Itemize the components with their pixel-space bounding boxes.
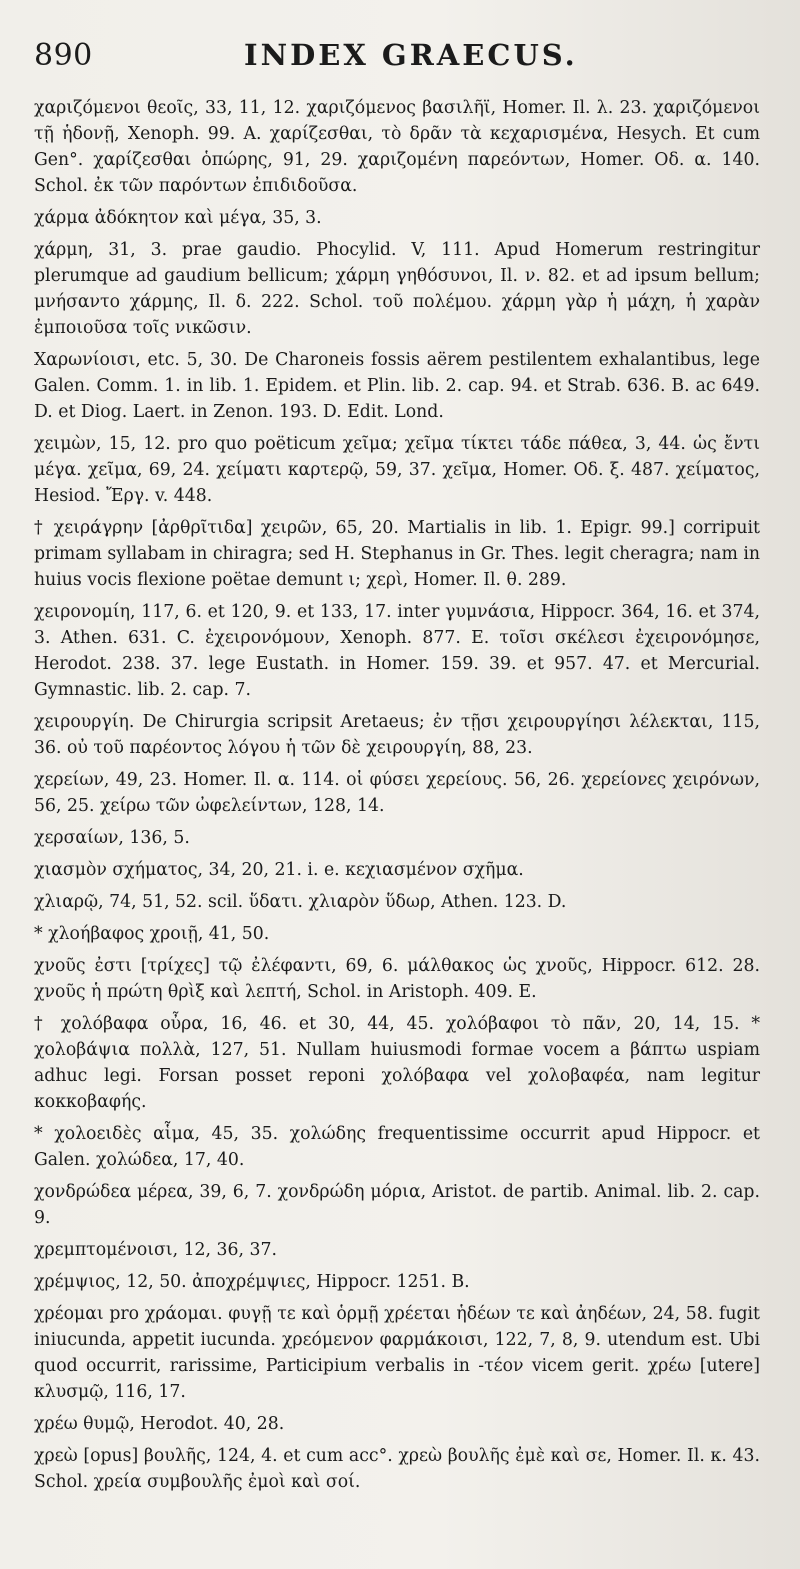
page-number: 890 <box>34 38 93 73</box>
index-entry: χρεμπτομένοισι, 12, 36, 37. <box>34 1240 278 1260</box>
index-entry: χάρμη, 31, 3. prae gaudio. Phocylid. V, 111. Apud Homerum restringitur plerumque ad gaudium bellicum; χάρμη γηθόσυνοι, Il. ν. 82. et ad ipsum bellum; μνήσαντο χάρμης, Il. δ. 222. Schol. τοῦ πολέμου. χάρμη γὰρ ἡ μάχη, ἡ χαρὰν ἐμποιοῦσα τοῖς νικῶσιν. <box>34 240 760 338</box>
index-entry: χνοῦς ἐστι [τρίχες] τῷ ἐλέφαντι, 69, 6. μάλθακος ὡς χνοῦς, Hippocr. 612. 28. χνοῦς ἡ πρώτη θρὶξ καὶ λεπτή, Schol. in Aristoph. 409. E. <box>34 956 760 1002</box>
index-entry: χειμὼν, 15, 12. pro quo poëticum χεῖμα; χεῖμα τίκτει τάδε πάθεα, 3, 44. ὡς ἔντι μέγα. χεῖμα, 69, 24. χείματι καρτερῷ, 59, 37. χεῖμα, Homer. Οδ. ξ. 487. χείματος, Hesiod. Ἔργ. v. 448. <box>34 434 760 506</box>
index-entry: χρέομαι pro χράομαι. φυγῇ τε καὶ ὁρμῇ χρέεται ἡδέων τε καὶ ἀηδέων, 24, 58. fugit iniucunda, appetit iucunda. χρεόμενον φαρμάκοισι, 122, 7, 8, 9. utendum est. Ubi quod occurrit, rarissime, Participium verbalis in -τέον vicem gerit. χρέω [utere] κλυσμῷ, 116, 17. <box>34 1304 760 1402</box>
index-entry: χερείων, 49, 23. Homer. Il. α. 114. οἱ φύσει χερείους. 56, 26. χερείονες χειρόνων, 56, 25. χείρω τῶν ὠφελείντων, 128, 14. <box>34 770 760 816</box>
index-entry: χονδρώδεα μέρεα, 39, 6, 7. χονδρώδη μόρια, Aristot. de partib. Animal. lib. 2. cap. 9. <box>34 1182 760 1228</box>
index-entry: χιασμὸν σχήματος, 34, 20, 21. i. e. κεχιασμένον σχῆμα. <box>34 860 524 880</box>
page-header <box>34 38 760 73</box>
index-entry: † χολόβαφα οὖρα, 16, 46. et 30, 44, 45. χολόβαφοι τὸ πᾶν, 20, 14, 15. * χολοβάψια πολλὰ, 127, 51. Nullam huiusmodi formae vocem a βάπτω uspiam adhuc legi. Forsan posset reponi χολόβαφα vel χολοβαφέα, nam legitur κοκκοβαφής. <box>34 1014 760 1112</box>
index-entry: † χειράγρην [ἀρθρῖτιδα] χειρῶν, 65, 20. Martialis in lib. 1. Epigr. 99.] corripuit primam syllabam in chiragra; sed H. Stephanus in Gr. Thes. legit cheragra; nam in huius vocis flexione poëtae demunt ι; χερὶ, Homer. Il. θ. 289. <box>34 518 760 590</box>
index-entry: χειρουργίη. De Chirurgia scripsit Aretaeus; ἐν τῇσι χειρουργίησι λέλεκται, 115, 36. οὐ τοῦ παρέοντος λόγου ἡ τῶν δὲ χειρουργίη, 88, 23. <box>34 712 760 758</box>
index-entry: * χλοήβαφος χροιῇ, 41, 50. <box>34 924 270 944</box>
index-entry: χρεὼ [opus] βουλῆς, 124, 4. et cum acc°. χρεὼ βουλῆς ἐμὲ καὶ σε, Homer. Il. κ. 43. Schol. χρεία συμβουλῆς ἐμοὶ καὶ σοί. <box>34 1446 760 1492</box>
index-entry: χρέω θυμῷ, Herodot. 40, 28. <box>34 1414 285 1434</box>
index-entry: χερσαίων, 136, 5. <box>34 828 190 848</box>
index-entry: Χαρωνίοισι, etc. 5, 30. De Charoneis fossis aërem pestilentem exhalantibus, lege Galen. Comm. 1. in lib. 1. Epidem. et Plin. lib. 2. cap. 94. et Strab. 636. B. ac 649. D. et Diog. Laert. in Zenon. 193. D. Edit. Lond. <box>34 350 760 422</box>
index-entry: χαριζόμενοι θεοῖς, 33, 11, 12. χαριζόμενος βασιλῆϊ, Homer. Il. λ. 23. χαριζόμενοι τῇ ἡδονῇ, Xenoph. 99. A. χαρίζεσθαι, τὸ δρᾶν τὰ κεχαρισμένα, Hesych. Et cum Gen°. χαρίζεσθαι ὁπώρης, 91, 29. χαριζομένη παρεόντων, Homer. Οδ. α. 140. Schol. ἐκ τῶν παρόντων ἐπιδιδοῦσα. <box>34 98 760 196</box>
index-entry: * χολοειδὲς αἷμα, 45, 35. χολώδης frequentissime occurrit apud Hippocr. et Galen. χολώδεα, 17, 40. <box>34 1124 760 1170</box>
index-entry: χειρονομίη, 117, 6. et 120, 9. et 133, 17. inter γυμνάσια, Hippocr. 364, 16. et 374, 3. Athen. 631. C. ἐχειρονόμουν, Xenoph. 877. E. τοῖσι σκέλεσι ἐχειρονόμησε, Herodot. 238. 37. lege Eustath. in Homer. 159. 39. et 957. 47. et Mercurial. Gymnastic. lib. 2. cap. 7. <box>34 602 760 700</box>
running-head: INDEX GRAECUS. <box>244 38 578 72</box>
index-entry: χλιαρῷ, 74, 51, 52. scil. ὕδατι. χλιαρὸν ὕδωρ, Athen. 123. D. <box>34 892 567 912</box>
index-entry: χρέμψιος, 12, 50. ἀποχρέμψιες, Hippocr. 1251. B. <box>34 1272 470 1292</box>
index-entry: χάρμα ἀδόκητον καὶ μέγα, 35, 3. <box>34 208 322 228</box>
index-entries <box>34 95 760 1495</box>
